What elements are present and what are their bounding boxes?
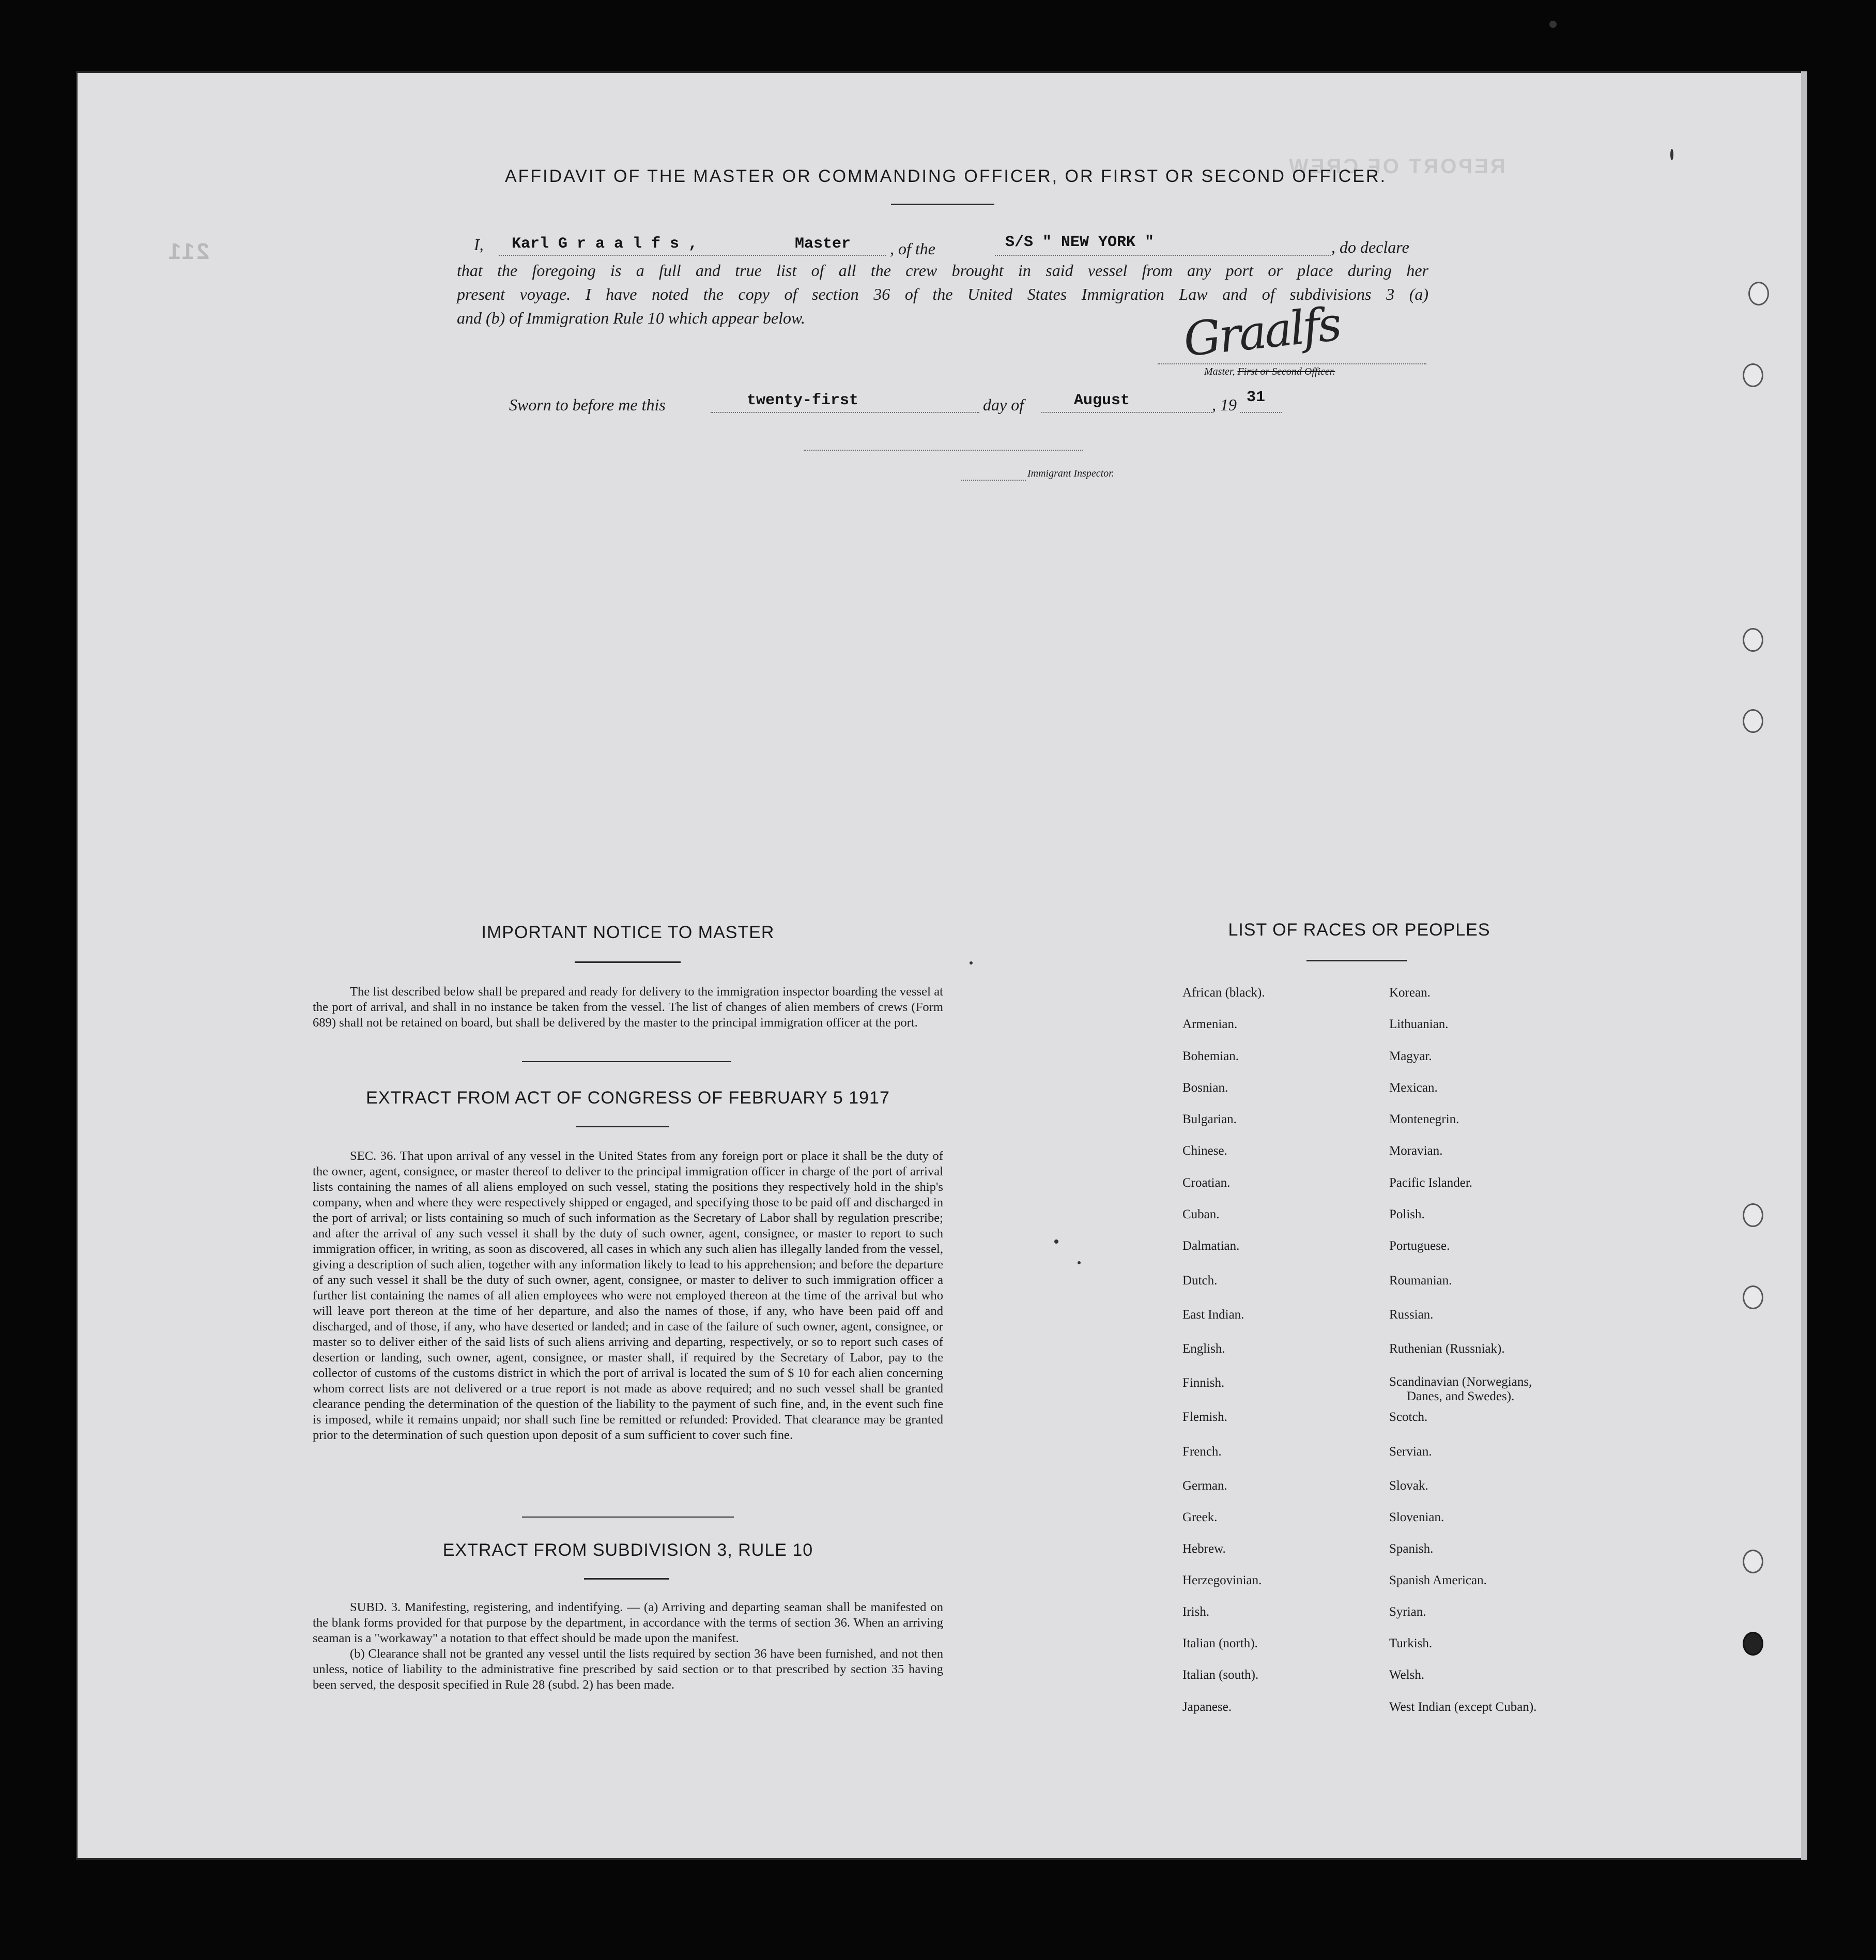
race-item: Scandinavian (Norwegians, [1389,1375,1532,1389]
master-signature: Graalfs [1181,297,1343,368]
affidavit-title: AFFIDAVIT OF THE MASTER OR COMMANDING OFFICER, OR FIRST OR SECOND OFFICER. [504,166,1387,186]
punch-hole [1743,363,1763,387]
race-item: Herzegovinian. [1182,1573,1262,1587]
scan-speck [970,961,973,964]
race-item: Italian (south). [1182,1668,1259,1682]
race-item: German. [1182,1479,1227,1493]
rule-paragraph-a: SUBD. 3. Manifesting, registering, and indentifying. — (a) Arriving and departing seaman shall be manifested on the blank forms provided for that purpose by the department, in accordance with the terms of section 36. When an arriving seaman is a "workaway" a notation to that effect should be made upon the manifest. [313,1600,943,1645]
races-title: LIST OF RACES OR PEOPLES [1228,920,1490,940]
sworn-label: Sworn to before me this [509,395,666,414]
act-text [313,1149,943,1443]
inspector-signature-line [804,450,1083,451]
scan-speck [1078,1261,1081,1264]
declaration-line-4: and (b) of Immigration Rule 10 which appear below. [457,309,805,327]
race-item: Slovenian. [1389,1510,1444,1524]
signature-caption [1204,366,1335,378]
race-item: English. [1182,1342,1225,1356]
punch-hole [1748,282,1769,305]
race-item: Finnish. [1182,1376,1225,1390]
title-rule [891,204,994,205]
punch-hole [1743,709,1763,733]
sworn-day: twenty-first [747,392,859,409]
race-item: African (black). [1182,986,1265,1000]
vessel-name: S/S " NEW YORK " [1005,234,1155,251]
race-item: Italian (north). [1182,1636,1258,1650]
year-prefix: , 19 [1212,395,1237,414]
signature-caption-struck: First or Second Officer. [1237,366,1335,377]
inspector-caption: Immigrant Inspector. [1027,468,1114,479]
punch-hole [1743,1203,1763,1227]
master-rank: Master [795,235,851,253]
name-field-line [499,255,886,256]
rule-rule [584,1578,669,1580]
declaration-line-3: present voyage. I have noted the copy of section 36 of the United States Immigration Law and of subdivisions 3 (a) [457,285,1428,303]
act-title: EXTRACT FROM ACT OF CONGRESS OF FEBRUARY 5 1917 [366,1088,890,1108]
sworn-month: August [1074,392,1130,409]
race-item: Ruthenian (Russniak). [1389,1342,1505,1356]
race-item: Armenian. [1182,1017,1238,1031]
race-item: Chinese. [1182,1144,1227,1158]
race-item: Russian. [1389,1308,1434,1322]
document-page [76,71,1807,1860]
act-rule [576,1126,669,1127]
act-end-rule [522,1517,734,1518]
declaration-i: I, [474,235,484,254]
race-item: Polish. [1389,1207,1425,1221]
race-item: Welsh. [1389,1668,1425,1682]
sworn-month-line [1041,412,1212,413]
race-item: French. [1182,1445,1222,1459]
race-item: Lithuanian. [1389,1017,1449,1031]
race-item: Flemish. [1182,1410,1227,1424]
race-item: Bulgarian. [1182,1112,1237,1126]
master-name: Karl G r a a l f s , [512,235,698,253]
races-rule [1306,960,1407,961]
race-item: Japanese. [1182,1700,1232,1714]
race-item: Scotch. [1389,1410,1428,1424]
do-declare-label: , do declare [1331,238,1409,256]
race-item: Montenegrin. [1389,1112,1459,1126]
race-item: Irish. [1182,1605,1210,1619]
notice-title: IMPORTANT NOTICE TO MASTER [481,923,775,942]
declaration-line-2: that the foregoing is a full and true list of all the crew brought in said vessel from any port or place during her [457,261,1428,280]
punch-hole [1743,1632,1763,1656]
vessel-field-line [995,255,1331,256]
race-item: Cuban. [1182,1207,1220,1221]
race-item: Turkish. [1389,1636,1433,1650]
inspector-caption-line [961,480,1026,481]
race-item: Spanish. [1389,1542,1434,1556]
race-item: Croatian. [1182,1176,1231,1190]
year-line [1240,412,1282,413]
rule-paragraph-b: (b) Clearance shall not be granted any vessel until the lists required by section 36 have been furnished, and not then unless, notice of liability to the administrative fine prescribed by said section or to that prescribed by section 35 having been served, the desposit specified in Rule 28 (subd. 2) has been made. [313,1647,943,1692]
act-paragraph: SEC. 36. That upon arrival of any vessel in the United States from any foreign port or place it shall be the duty of the owner, agent, consignee, or master thereof to deliver to the principal immigration officer in charge of the port of arrival lists containing the names of all aliens employed on such vessel, stating the positions they respectively hold in the ship's company, when and where they were respectively shipped or engaged, and specifying those to be paid off and discharged in the port of arrival; or lists containing so much of such information as the Secretary of Labor shall by regulation prescribe; and after the arrival of any such vessel it shall by the duty of such owner, agent, consignee, or master to report to such immigration officer, in writing, as soon as discovered, all cases in which any such alien has illegally landed from the vessel, giving a description of such alien, together with any information likely to lead to his apprehension; and before the departure of any such vessel it shall be the duty of such owner, agent, consignee, or master to deliver to such immigration officer a further list containing the names of all alien employees who were not employed thereon at the time of the arrival but who will leave port thereon at the time of her departure, and also the names of those, if any, who have been paid off and discharged, and of those, if any, who have deserted or landed; and in case of the failure of such owner, agent, consignee, or master so to deliver either of the said lists of such aliens arriving and departing, respectively, or so to report such cases of desertion or landing, such owner, agent, consignee, or master shall, if required by the Secretary of Labor, pay to the collector of customs of the customs district in which the port of arrival is located the sum of $ 10 for each alien concerning whom correct lists are not delivered or a true report is not made as above required; and no such vessel shall be granted clearance pending the determination of the question of the liability to the payment of such fine, and, in the event such fine is imposed, while it remains unpaid; nor shall such fine be remitted or refunded: Provided. That clearance may be granted prior to the determination of such question upon deposit of a sum sufficient to cover such fine. [313,1149,943,1442]
signature-line [1158,363,1426,364]
race-item: Pacific Islander. [1389,1176,1473,1190]
race-item: East Indian. [1182,1308,1244,1322]
race-item: Greek. [1182,1510,1218,1524]
punch-hole [1743,1550,1763,1573]
punch-hole [1743,628,1763,652]
race-item: Portuguese. [1389,1239,1450,1253]
page-edge [1801,71,1807,1860]
race-item: Dalmatian. [1182,1239,1240,1253]
race-item: Bohemian. [1182,1049,1239,1063]
rule-text [313,1600,943,1693]
race-item: Spanish American. [1389,1573,1487,1587]
scan-speck [1670,149,1673,160]
race-item: Bosnian. [1182,1081,1228,1095]
margin-mark: 211 [166,239,209,264]
race-item: Mexican. [1389,1081,1438,1095]
year-suffix: 31 [1247,389,1266,406]
race-item: Syrian. [1389,1605,1426,1619]
race-item: Slovak. [1389,1479,1428,1493]
signature-caption-master: Master, [1204,366,1235,377]
race-item: Servian. [1389,1445,1432,1459]
race-item: Magyar. [1389,1049,1432,1063]
rule-title: EXTRACT FROM SUBDIVISION 3, RULE 10 [442,1540,813,1560]
race-item: Roumanian. [1389,1274,1452,1288]
notice-end-rule [522,1061,731,1062]
punch-hole [1743,1285,1763,1309]
race-item: Danes, and Swedes). [1407,1389,1515,1403]
notice-rule [575,961,681,963]
day-of-label: day of [983,395,1024,414]
race-item: Hebrew. [1182,1542,1226,1556]
race-item: Dutch. [1182,1274,1218,1288]
scan-speck [1549,21,1557,28]
bleed-through-text: REPORT OF CREW [1287,155,1505,178]
of-the-label: , of the [890,239,935,258]
sworn-day-line [711,412,979,413]
notice-paragraph: The list described below shall be prepared and ready for delivery to the immigration inspector boarding the vessel at the port of arrival, and shall in no instance be taken from the vessel. The list of changes of alien members of crews (Form 689) shall not be retained on board, but shall be delivered by the master to the principal immigration officer at the port. [313,985,943,1030]
race-item: Korean. [1389,986,1431,1000]
race-item: West Indian (except Cuban). [1389,1700,1537,1714]
notice-text [313,984,943,1031]
race-item: Moravian. [1389,1144,1443,1158]
scan-speck [1054,1239,1058,1244]
